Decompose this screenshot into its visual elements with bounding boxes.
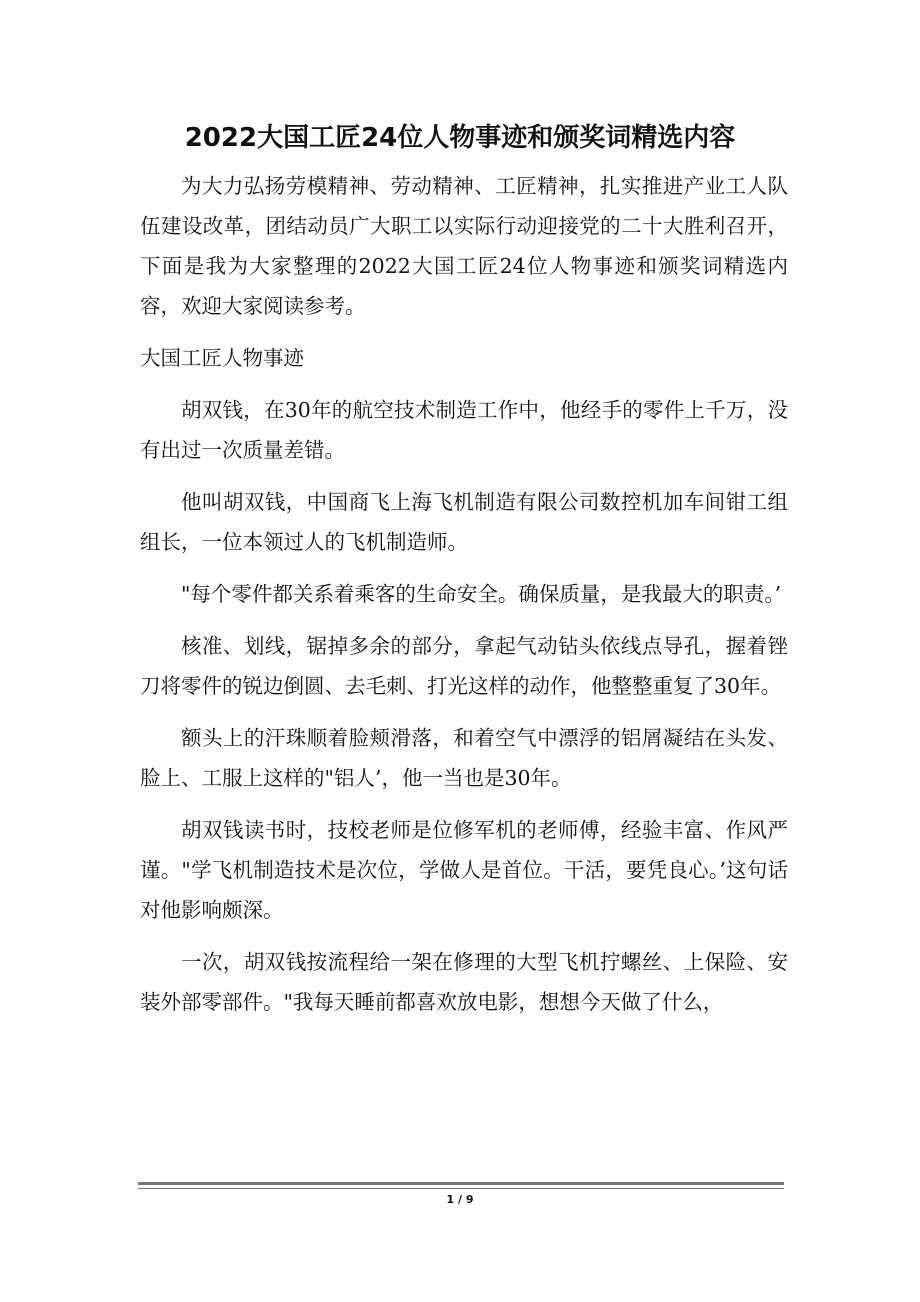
document-body [140, 166, 788, 1034]
body-paragraph: 一次，胡双钱按流程给一架在修理的大型飞机拧螺丝、上保险、安装外部零部件。"我每天睡前都喜欢放电影，想想今天做了什么， [140, 950, 788, 1014]
body-paragraph: 胡双钱读书时，技校老师是位修军机的老师傅，经验丰富、作风严谨。"学飞机制造技术是次位，学做人是首位。干活，要凭良心。’这句话对他影响颇深。 [140, 818, 788, 922]
page-number: 1 / 9 [446, 1193, 474, 1206]
body-paragraph: 他叫胡双钱，中国商飞上海飞机制造有限公司数控机加车间钳工组组长，一位本领过人的飞机制造师。 [140, 490, 788, 554]
section-heading: 大国工匠人物事迹 [140, 346, 304, 370]
document-title: 2022大国工匠24位人物事迹和颁奖词精选内容 [184, 123, 736, 153]
footer-divider-thin [138, 1188, 784, 1189]
body-paragraph: 胡双钱，在30年的航空技术制造工作中，他经手的零件上千万，没有出过一次质量差错。 [140, 398, 788, 462]
body-paragraph: "每个零件都关系着乘客的生命安全。确保质量，是我最大的职责。’ [181, 582, 782, 606]
footer-divider [138, 1182, 784, 1185]
intro-paragraph: 为大力弘扬劳模精神、劳动精神、工匠精神，扎实推进产业工人队伍建设改革，团结动员广大职工以实际行动迎接党的二十大胜利召开，下面是我为大家整理的2022大国工匠24位人物事迹和颁奖词精选内容，欢迎大家阅读参考。 [140, 174, 788, 318]
body-paragraph: 核准、划线，锯掉多余的部分，拿起气动钻头依线点导孔，握着锉刀将零件的锐边倒圆、去毛刺、打光这样的动作，他整整重复了30年。 [140, 634, 788, 698]
body-paragraph: 额头上的汗珠顺着脸颊滑落，和着空气中漂浮的铝屑凝结在头发、脸上、工服上这样的"铝人’，他一当也是30年。 [140, 726, 788, 790]
